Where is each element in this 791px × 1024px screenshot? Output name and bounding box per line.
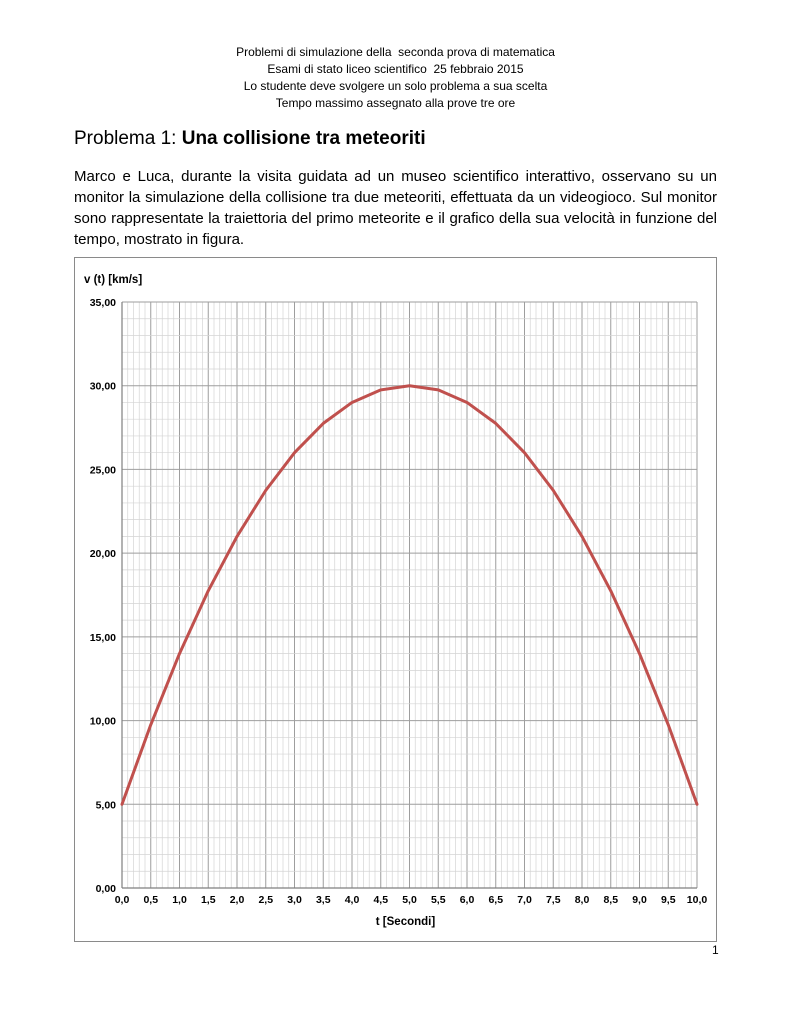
document-header: [0, 44, 791, 112]
page-number: 1: [712, 943, 719, 957]
x-tick-label: 5,0: [402, 894, 417, 906]
x-tick-label: 4,5: [373, 894, 389, 906]
y-tick-label: 35,00: [89, 297, 116, 309]
x-tick-label: 0,0: [114, 894, 130, 906]
x-tick-label: 0,5: [143, 894, 159, 906]
problem-title: [74, 128, 426, 150]
x-tick-label: 7,0: [517, 894, 532, 906]
x-tick-label: 5,5: [430, 894, 446, 906]
x-tick-label: 10,0: [686, 894, 708, 906]
problem-name: Una collisione tra meteoriti: [181, 128, 426, 149]
y-tick-label: 0,00: [95, 883, 116, 895]
y-tick-label: 30,00: [89, 380, 116, 393]
x-axis-title: t [Secondi]: [375, 916, 436, 928]
y-axis-title: v (t) [km/s]: [84, 274, 143, 286]
problem-intro: Marco e Luca, durante la visita guidata ad un museo scientifico interattivo, osservano su un monitor la simulazione della collisione tra due meteoriti, effettuata da un videogioco. Sul monitor sono rappresentate la traiettoria del primo meteorite e il grafico della sua velocità in funzione del tempo, mostrato in figura.: [74, 168, 717, 248]
header-line: Esami di stato liceo scientifico 25 febbraio 2015: [267, 62, 524, 76]
x-tick-label: 2,5: [258, 894, 274, 906]
x-tick-label: 8,0: [574, 894, 590, 906]
x-tick-label: 8,5: [603, 894, 619, 906]
x-tick-label: 1,5: [200, 894, 216, 906]
y-tick-label: 5,00: [95, 799, 116, 812]
header-line: Lo studente deve svolgere un solo problema a sua scelta: [243, 79, 548, 93]
x-tick-label: 7,5: [545, 894, 561, 906]
chart-canvas: [75, 258, 716, 941]
x-tick-label: 9,5: [660, 894, 676, 906]
x-tick-label: 3,5: [315, 894, 331, 906]
y-tick-label: 25,00: [89, 464, 116, 477]
x-tick-label: 4,0: [344, 894, 360, 906]
x-tick-label: 6,5: [488, 894, 504, 906]
x-tick-label: 9,0: [632, 894, 647, 906]
x-tick-label: 6,0: [459, 894, 475, 906]
header-line: Tempo massimo assegnato alla prove tre ore: [275, 96, 516, 110]
velocity-chart: [74, 257, 717, 942]
x-tick-label: 2,0: [229, 894, 245, 906]
x-tick-label: 1,0: [172, 894, 187, 906]
y-tick-label: 10,00: [89, 715, 116, 728]
y-tick-label: 15,00: [89, 631, 116, 644]
x-tick-label: 3,0: [287, 894, 302, 906]
problem-prefix: Problema 1:: [74, 128, 182, 149]
y-tick-label: 20,00: [89, 548, 116, 561]
header-line: Problemi di simulazione della seconda prova di matematica: [236, 45, 555, 59]
